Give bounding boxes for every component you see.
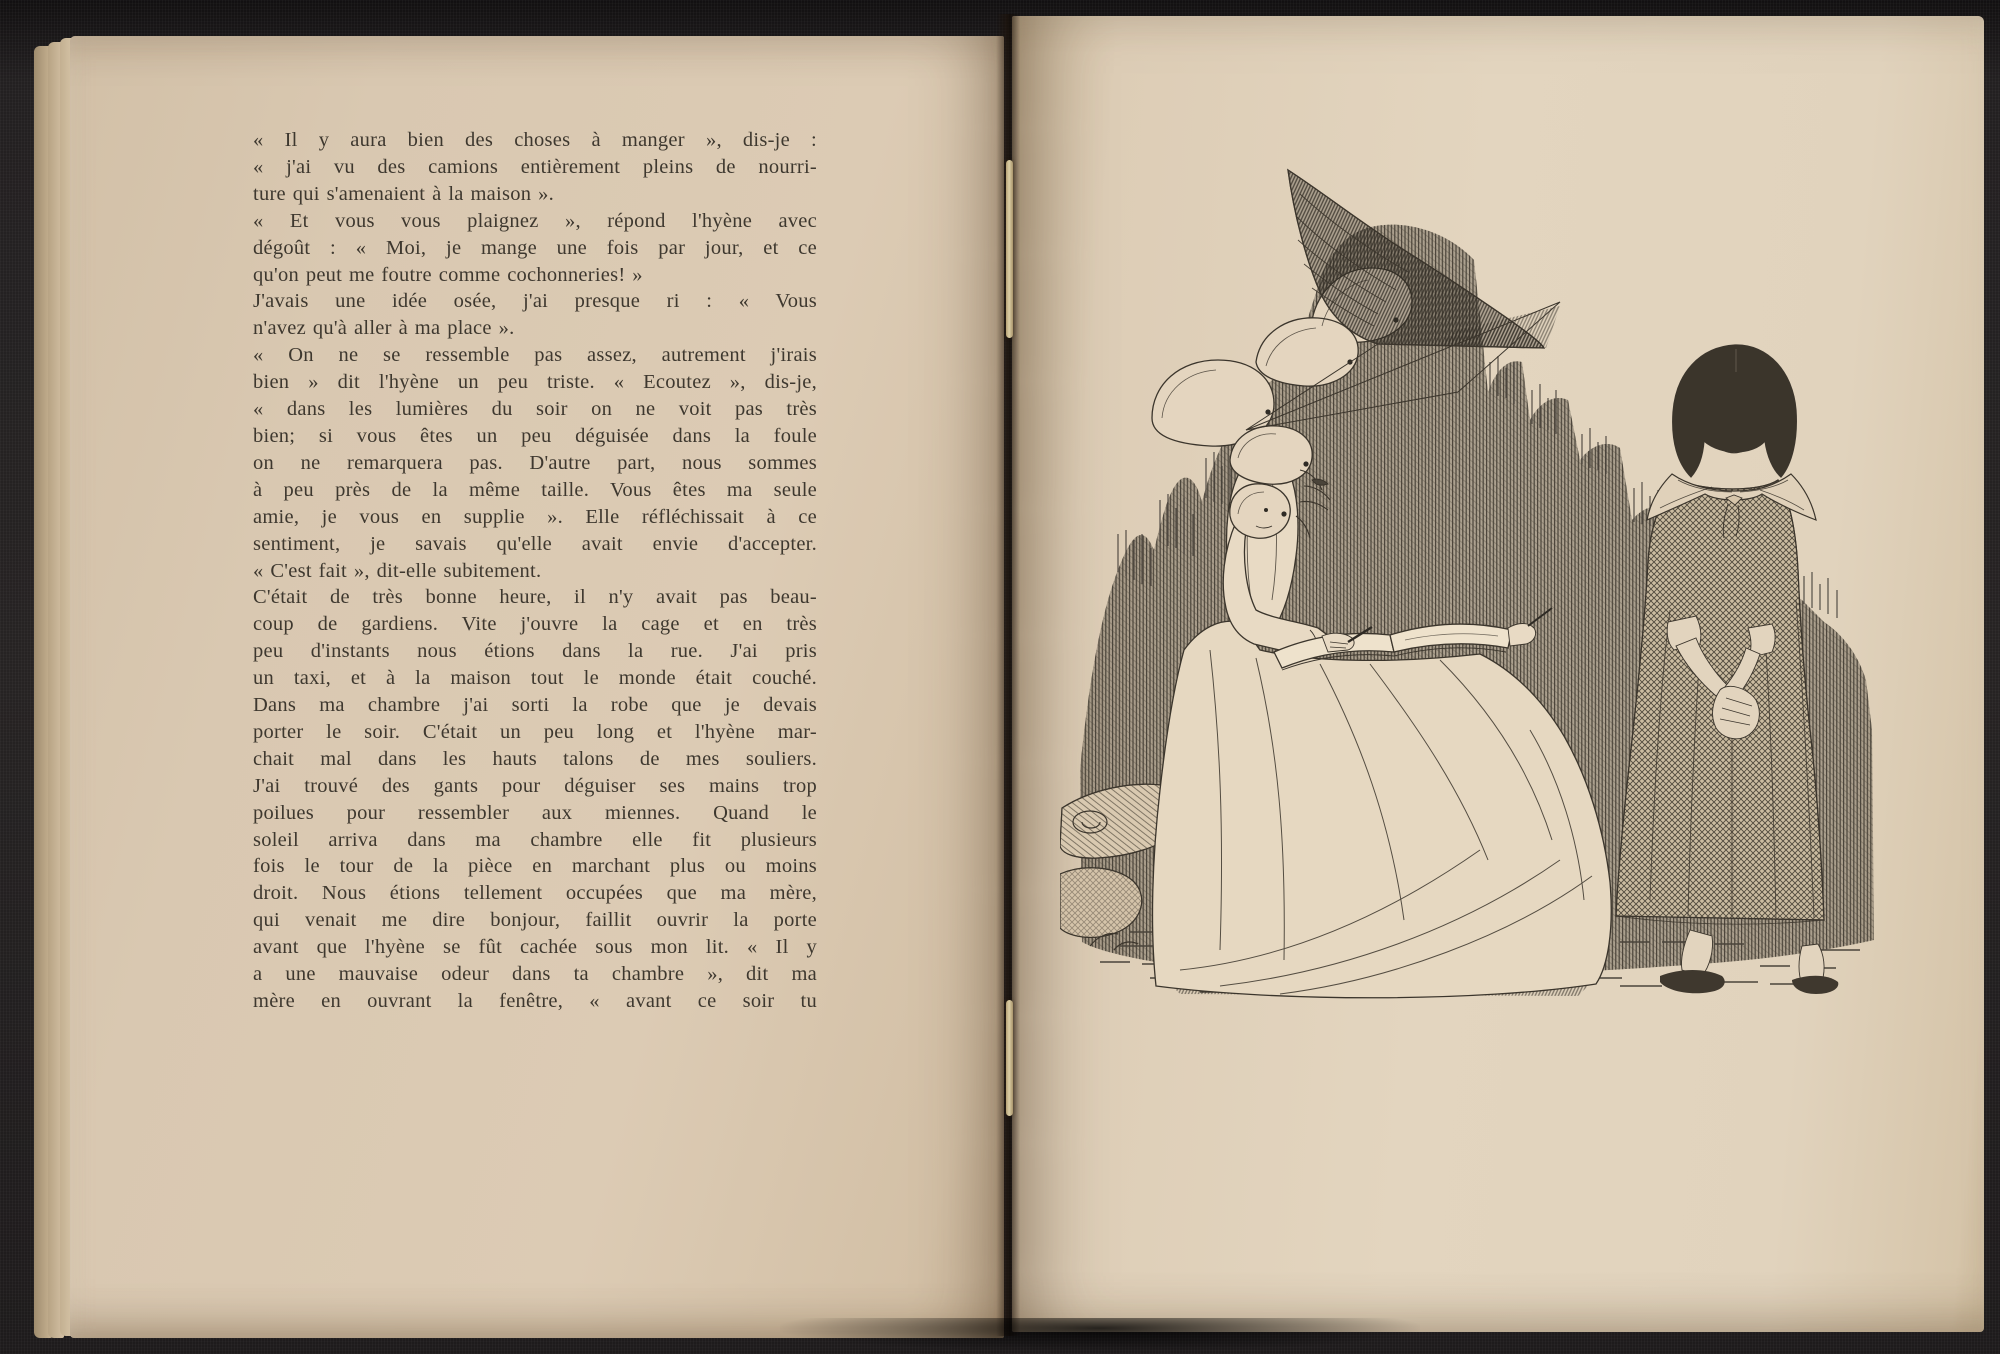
text-line: poilues pour ressembler aux miennes. Quand le [253,801,817,824]
text-line: « C'est fait », dit-elle subitement. [253,559,542,582]
text-line: chait mal dans les hauts talons de mes souliers. [253,747,817,770]
text-line: ture qui s'amenaient à la maison ». [253,182,554,205]
text-line: « dans les lumières du soir on ne voit pas très [253,398,817,421]
text-line: qu'on peut me foutre comme cochonneries! » [253,263,643,286]
text-line: « j'ai vu des camions entièrement pleins de nourri- [253,155,817,178]
engraving-illustration [1060,130,1900,1030]
girl-shoe-shadow-left [1660,970,1725,993]
text-line: Dans ma chambre j'ai sorti la robe que je devais [253,694,817,717]
text-line: amie, je vous en supplie ». Elle réfléchissait à ce [253,505,817,528]
binding-thread [1006,1000,1013,1116]
text-line: J'ai trouvé des gants pour déguiser ses mains trop [253,774,817,797]
text-line: « Et vous vous plaignez », répond l'hyène avec [253,209,817,232]
text-line: bien; si vous êtes un peu déguisée dans la foule [253,424,817,447]
text-line: qui venait me dire bonjour, faillit ouvrir la porte [253,909,817,932]
text-line: mère en ouvrant la fenêtre, « avant ce soir tu [253,990,817,1012]
text-block [253,127,817,1015]
text-line: peu d'instants nous étions dans la rue. J'ai pris [253,640,817,663]
text-line: sentiment, je savais qu'elle avait envie d'accepter. [253,532,817,555]
text-line: dégoût : « Moi, je mange une fois par jour, et ce [253,236,817,259]
text-line: coup de gardiens. Vite j'ouvre la cage et en très [253,613,817,636]
text-line: fois le tour de la pièce en marchant plus ou moins [253,855,817,878]
girl-hair [1673,345,1797,477]
text-line: bien » dit l'hyène un peu triste. « Ecoutez », dis-je, [253,371,817,394]
text-line: droit. Nous étions tellement occupées que ma mère, [253,882,817,905]
girl-shoe-shadow-right [1792,976,1838,994]
text-line: « Il y aura bien des choses à manger », dis-je : [253,129,817,151]
text-line: à peu près de la même taille. Vous êtes ma seule [253,478,817,501]
text-line: soleil arriva dans ma chambre elle fit plusieurs [253,828,817,851]
text-line: a une mauvaise odeur dans ta chambre », dit ma [253,963,817,986]
text-line: J'avais une idée osée, j'ai presque ri : « Vous [253,290,817,313]
text-line: « On ne se ressemble pas assez, autrement j'irais [253,344,817,367]
text-line: C'était de très bonne heure, il n'y avait pas beau- [253,586,817,609]
book-bottom-shadow [780,1318,1420,1352]
binding-thread [1006,160,1013,338]
text-line: on ne remarquera pas. D'autre part, nous sommes [253,451,817,474]
text-line: un taxi, et à la maison tout le monde était couché. [253,667,817,690]
text-line: porter le soir. C'était un peu long et l'hyène mar- [253,720,817,743]
text-line: n'avez qu'à aller à ma place ». [253,317,515,340]
text-line: avant que l'hyène se fût cachée sous mon lit. « Il y [253,936,817,959]
